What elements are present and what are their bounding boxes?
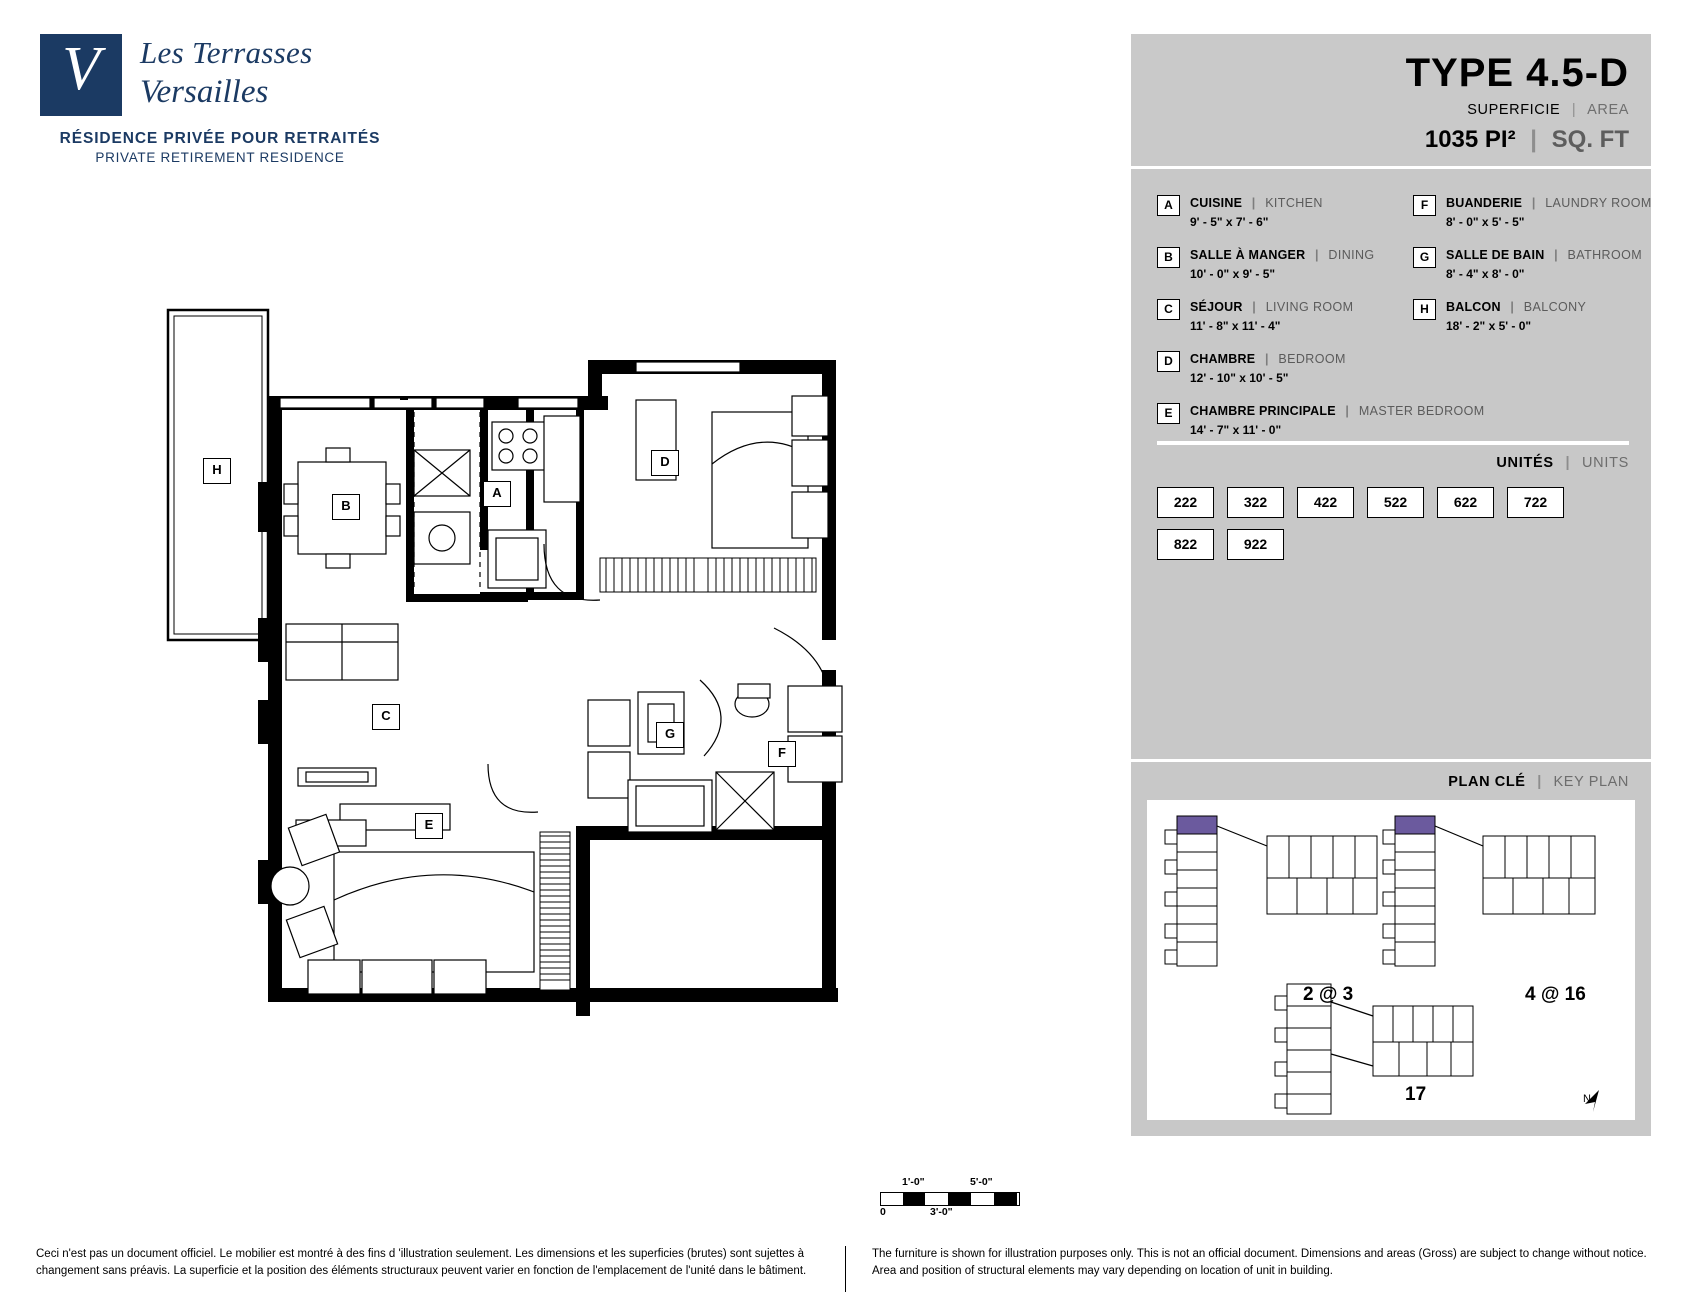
legend-key: B xyxy=(1157,247,1180,268)
area-value-fr: 1035 PI² xyxy=(1424,126,1516,153)
legend-name-fr: BALCON xyxy=(1446,300,1501,314)
info-panel xyxy=(1131,34,1651,1136)
scale-label-right: 5'-0" xyxy=(970,1176,993,1188)
legend-name-en: LIVING ROOM xyxy=(1265,300,1354,314)
brand-logo xyxy=(40,34,460,165)
legend-panel xyxy=(1131,169,1651,759)
unit-chip[interactable]: 222 xyxy=(1157,487,1214,518)
brand-line-2: Versailles xyxy=(140,73,269,110)
legend-key: G xyxy=(1413,247,1436,268)
separator: | xyxy=(1531,196,1536,210)
units-title xyxy=(1496,455,1629,471)
svg-text:N: N xyxy=(1583,1093,1591,1105)
unit-chip[interactable]: 422 xyxy=(1297,487,1354,518)
legend-item-living-room xyxy=(1157,299,1395,333)
units-list xyxy=(1157,487,1629,560)
compass-icon xyxy=(1583,1090,1599,1112)
separator: | xyxy=(1571,102,1577,118)
scale-label-mid: 3'-0" xyxy=(930,1206,953,1218)
unit-chip[interactable]: 522 xyxy=(1367,487,1424,518)
area-label-en: AREA xyxy=(1587,102,1629,118)
key-plan-title-en: KEY PLAN xyxy=(1553,774,1629,790)
legend-dimensions: 14' - 7" x 11' - 0" xyxy=(1190,423,1282,437)
unit-chip[interactable]: 922 xyxy=(1227,529,1284,560)
brand-subtitle-en: PRIVATE RETIREMENT RESIDENCE xyxy=(95,150,345,165)
unit-chip[interactable]: 622 xyxy=(1437,487,1494,518)
legend-key: E xyxy=(1157,403,1180,424)
legend-name-en: BEDROOM xyxy=(1278,352,1346,366)
legend-name-fr: CUISINE xyxy=(1190,196,1243,210)
key-plan-title-fr: PLAN CLÉ xyxy=(1448,774,1526,790)
area-value-en: SQ. FT xyxy=(1551,126,1629,153)
type-header xyxy=(1131,34,1651,166)
separator: | xyxy=(1565,455,1571,471)
separator: | xyxy=(1530,126,1537,153)
page-title: TYPE 4.5-D xyxy=(1405,51,1629,95)
separator: | xyxy=(1251,196,1256,210)
legend-item-bathroom xyxy=(1413,247,1651,281)
legend-dimensions: 9' - 5" x 7' - 6" xyxy=(1190,215,1269,229)
brand-line-1: Les Terrasses xyxy=(140,35,313,70)
legend-name-en: MASTER BEDROOM xyxy=(1358,404,1485,418)
units-title-fr: UNITÉS xyxy=(1496,455,1554,471)
room-tag-e: E xyxy=(415,813,443,839)
disclaimer-en: The furniture is shown for illustration purposes only. This is not an official document. Dimensions and areas (Gross) are subject to change without notice. Area and position of structural elements may vary depending on location of unit in building. xyxy=(872,1248,1647,1278)
key-plan-label-2: 4 @ 16 xyxy=(1525,984,1586,1005)
footer-divider xyxy=(845,1246,846,1292)
room-tag-b: B xyxy=(332,494,360,520)
legend-column-right xyxy=(1413,195,1651,455)
scale-label-left: 1'-0" xyxy=(902,1176,925,1188)
separator: | xyxy=(1554,248,1558,262)
unit-chip[interactable]: 322 xyxy=(1227,487,1284,518)
room-tag-g: G xyxy=(656,722,684,748)
legend-item-kitchen xyxy=(1157,195,1395,229)
legend-dimensions: 10' - 0" x 9' - 5" xyxy=(1190,267,1276,281)
separator: | xyxy=(1252,300,1256,314)
legend-name-fr: SÉJOUR xyxy=(1190,300,1243,314)
unit-chip[interactable]: 722 xyxy=(1507,487,1564,518)
legend-name-en: BATHROOM xyxy=(1567,248,1643,262)
legend-name-fr: BUANDERIE xyxy=(1446,196,1523,210)
legend-name-fr: SALLE À MANGER xyxy=(1190,248,1306,262)
separator: | xyxy=(1510,300,1515,314)
room-tag-c: C xyxy=(372,704,400,730)
legend-key: C xyxy=(1157,299,1180,320)
area-label-fr: SUPERFICIE xyxy=(1467,102,1561,118)
key-plan-svg xyxy=(1147,800,1635,1120)
legend-dimensions: 8' - 4" x 8' - 0" xyxy=(1446,267,1525,281)
disclaimer-fr: Ceci n'est pas un document officiel. Le mobilier est montré à des fins d 'illustration seulement. Les dimensions et les superficies (brutes) sont sujettes à changement sans préavis. La superficie et la position des éléments structuraux peuvent varier en fonction de l'emplacement de l'unité dans le bâtiment. xyxy=(36,1248,807,1278)
room-tag-a: A xyxy=(483,481,511,507)
unit-chip[interactable]: 822 xyxy=(1157,529,1214,560)
legend-dimensions: 12' - 10" x 10' - 5" xyxy=(1190,371,1289,385)
logo-monogram-icon xyxy=(40,34,122,116)
legend-dimensions: 8' - 0" x 5' - 5" xyxy=(1446,215,1525,229)
legend-name-fr: CHAMBRE PRINCIPALE xyxy=(1190,404,1336,418)
legend-key: A xyxy=(1157,195,1180,216)
room-tag-d: D xyxy=(651,450,679,476)
legend-name-en: LAUNDRY ROOM xyxy=(1545,196,1652,210)
key-plan-panel xyxy=(1131,762,1651,1136)
separator: | xyxy=(1315,248,1319,262)
legend-key: F xyxy=(1413,195,1436,216)
separator: | xyxy=(1345,404,1350,418)
legend-item-dining xyxy=(1157,247,1395,281)
scale-bar xyxy=(880,1176,1020,1221)
units-divider xyxy=(1157,441,1629,445)
legend-item-laundry-room xyxy=(1413,195,1651,229)
key-plan-label-1: 2 @ 3 xyxy=(1303,984,1354,1005)
units-title-en: UNITS xyxy=(1582,455,1629,471)
legend-name-en: DINING xyxy=(1328,248,1375,262)
separator: | xyxy=(1537,774,1542,790)
room-tag-f: F xyxy=(768,741,796,767)
legend-name-fr: CHAMBRE xyxy=(1190,352,1256,366)
key-plan-label-3: 17 xyxy=(1405,1084,1427,1105)
floor-plan-drawing xyxy=(40,200,1080,1180)
room-tag-h: H xyxy=(203,458,231,484)
legend-name-en: KITCHEN xyxy=(1265,196,1323,210)
key-plan-title xyxy=(1147,774,1635,790)
scale-bar-graphic xyxy=(880,1192,1020,1206)
scale-label-zero: 0 xyxy=(880,1206,886,1218)
legend-item-bedroom xyxy=(1157,351,1395,385)
brand-subtitle-fr: RÉSIDENCE PRIVÉE POUR RETRAITÉS xyxy=(59,130,381,147)
separator: | xyxy=(1264,352,1269,366)
footer-disclaimer xyxy=(0,1238,1690,1306)
legend-key: H xyxy=(1413,299,1436,320)
logo-monogram-letter: V xyxy=(62,35,100,103)
legend-item-master-bedroom xyxy=(1157,403,1485,437)
legend-name-fr: SALLE DE BAIN xyxy=(1446,248,1545,262)
key-plan-canvas xyxy=(1147,800,1635,1120)
floor-plan-svg xyxy=(40,200,1080,1180)
legend-dimensions: 11' - 8" x 11' - 4" xyxy=(1190,319,1281,333)
legend-dimensions: 18' - 2" x 5' - 0" xyxy=(1446,319,1532,333)
legend-key: D xyxy=(1157,351,1180,372)
legend-item-balcony xyxy=(1413,299,1651,333)
legend-name-en: BALCONY xyxy=(1523,300,1587,314)
